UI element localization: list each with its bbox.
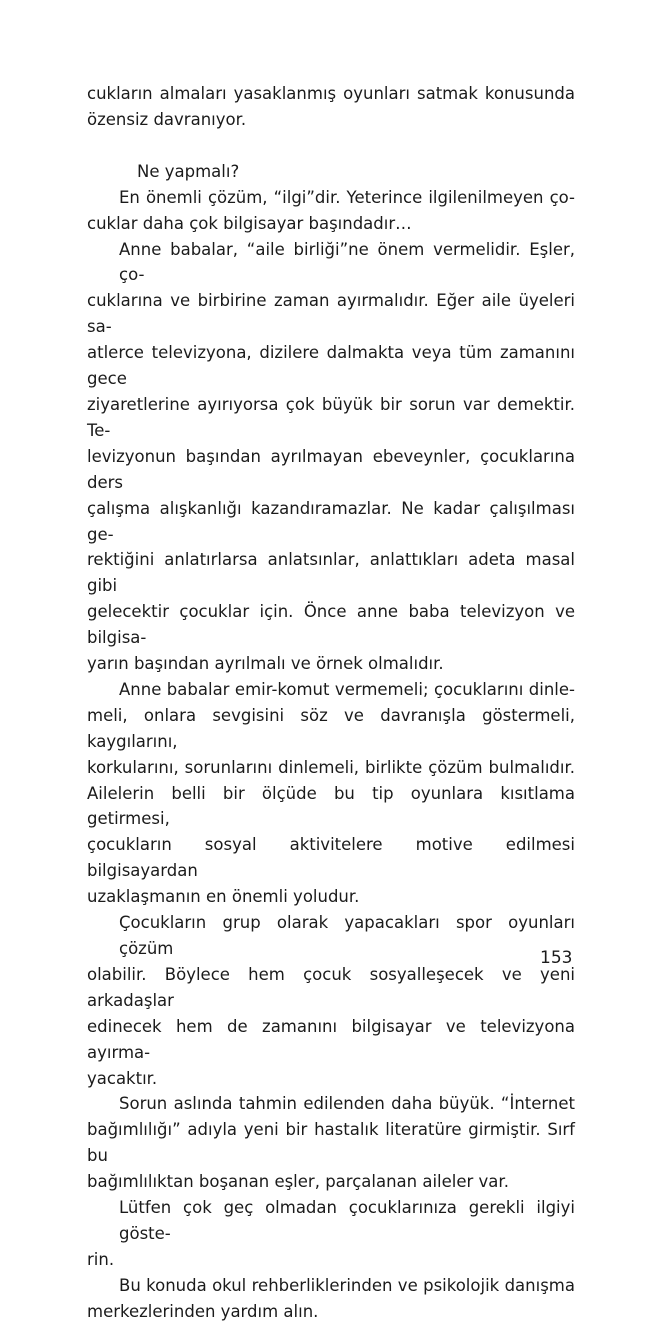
- paragraph: [87, 1195, 575, 1273]
- text-line: Anne babalar emir-komut vermemeli; çocuklarını dinle-: [119, 679, 575, 699]
- text-line: bağımlılıktan boşanan eşler, parçalanan aileler var.: [87, 1172, 509, 1192]
- page-content: [87, 81, 575, 1325]
- text-line: yarın başından ayrılmalı ve örnek olmalıdır.: [87, 654, 444, 674]
- text-line: ziyaretlerine ayırıyorsa çok büyük bir sorun var demektir. Te-: [87, 394, 575, 440]
- text-line: En önemli çözüm, “ilgi”dir. Yeterince ilgilenilmeyen ço-: [119, 187, 575, 207]
- text-line: gelecektir çocuklar için. Önce anne baba televizyon ve bilgisa-: [87, 602, 575, 648]
- paragraph: [87, 910, 575, 1091]
- text-line: korkularını, sorunlarını dinlemeli, birlikte çözüm bulmalıdır.: [87, 757, 575, 777]
- intro-paragraph: [87, 81, 575, 133]
- body-text: [87, 185, 575, 1325]
- text-line: edinecek hem de zamanını bilgisayar ve televizyona ayırma-: [87, 1016, 575, 1062]
- text-line: Bu konuda okul rehberliklerinden ve psikolojik danışma: [119, 1275, 575, 1295]
- section-heading: Ne yapmalı?: [137, 161, 240, 181]
- paragraph: [87, 81, 575, 133]
- text-line: bağımlılığı” adıyla yeni bir hastalık literatüre girmiştir. Sırf bu: [87, 1120, 575, 1166]
- text-line: uzaklaşmanın en önemli yoludur.: [87, 887, 360, 907]
- text-line: çocukların sosyal aktivitelere motive edilmesi bilgisayardan: [87, 835, 575, 881]
- text-line: Lütfen çok geç olmadan çocuklarınıza gerekli ilgiyi göste-: [119, 1198, 575, 1243]
- paragraph: [87, 237, 575, 677]
- text-line: cuklar daha çok bilgisayar başındadır…: [87, 213, 412, 233]
- paragraph: [87, 185, 575, 237]
- text-line: özensiz davranıyor.: [87, 109, 247, 129]
- text-line: çalışma alışkanlığı kazandıramazlar. Ne kadar çalışılması ge-: [87, 498, 575, 544]
- text-line: merkezlerinden yardım alın.: [87, 1301, 319, 1321]
- text-line: Sorun aslında tahmin edilenden daha büyük. “İnternet: [119, 1094, 575, 1114]
- paragraph: [87, 1091, 575, 1195]
- text-line: yacaktır.: [87, 1068, 158, 1088]
- text-line: atlerce televizyona, dizilere dalmakta veya tüm zamanını gece: [87, 343, 575, 389]
- section-gap: [87, 133, 575, 159]
- page-number: 153: [540, 948, 573, 968]
- text-line: rektiğini anlatırlarsa anlatsınlar, anlattıkları adeta masal gibi: [87, 550, 575, 596]
- paragraph: [87, 677, 575, 910]
- paragraph: [87, 1273, 575, 1325]
- text-line: olabilir. Böylece hem çocuk sosyalleşecek ve yeni arkadaşlar: [87, 964, 575, 1010]
- text-line: levizyonun başından ayrılmayan ebeveynler, çocuklarına ders: [87, 446, 575, 492]
- text-line: cuklarına ve birbirine zaman ayırmalıdır. Eğer aile üyeleri sa-: [87, 291, 575, 337]
- text-line: meli, onlara sevgisini söz ve davranışla göstermeli, kaygılarını,: [87, 705, 575, 751]
- text-line: Çocukların grup olarak yapacakları spor oyunları çözüm: [119, 913, 575, 958]
- text-line: Ailelerin belli bir ölçüde bu tip oyunlara kısıtlama getirmesi,: [87, 783, 575, 829]
- text-line: cukların almaları yasaklanmış oyunları satmak konusunda: [87, 84, 575, 103]
- text-line: rin.: [87, 1249, 115, 1269]
- text-line: Anne babalar, “aile birliği”ne önem vermelidir. Eşler, ço-: [119, 239, 575, 285]
